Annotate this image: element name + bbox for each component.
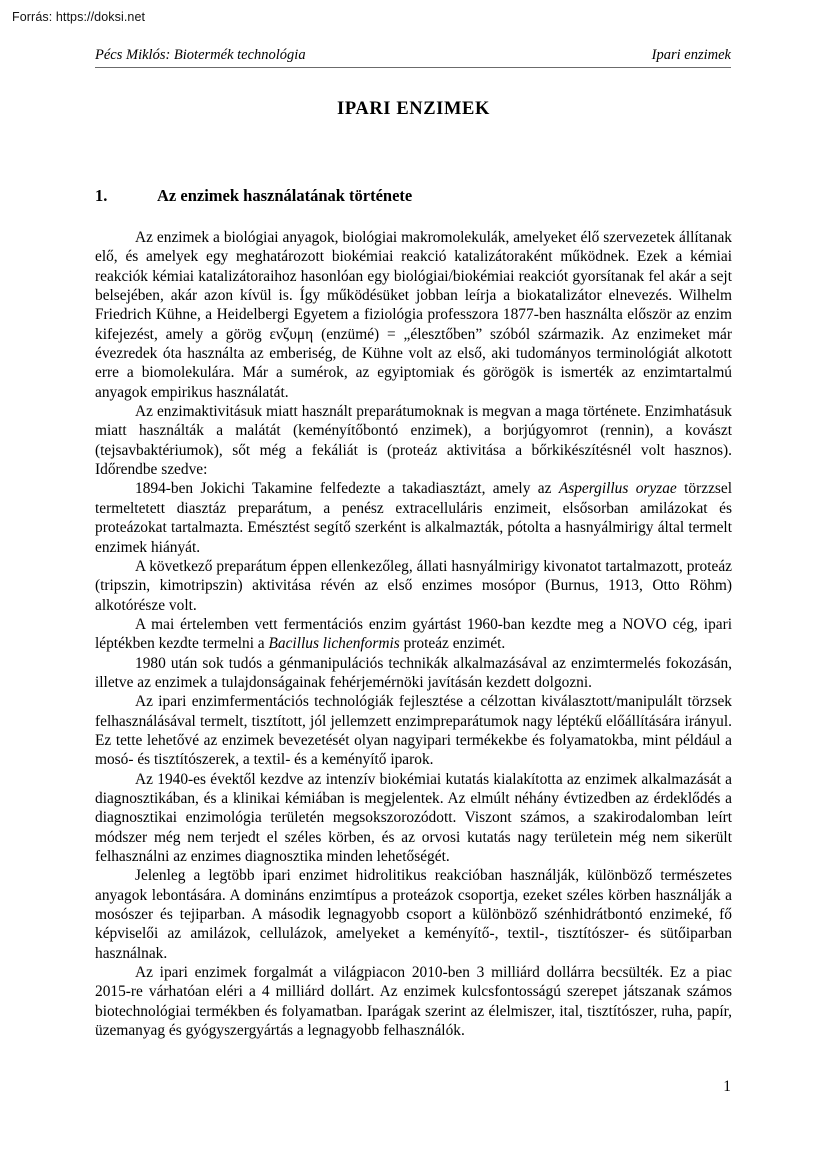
paragraph-9: Jelenleg a legtöbb ipari enzimet hidrolitikus reakcióban használják, különböző természetes anyagok lebontására. A domináns enzimtípus a proteázok csoportja, ezeket széles körben használják a mosószer és tejiparban. A második legnagyobb csoport a különböző szénhidrátbontó enzimeké, fő képviselői az amilázok, cellulázok, amelyeket a keményítő-, textil-, tisztítószer- és sütőiparban használnak. bbox=[95, 867, 732, 962]
paragraph-5 bbox=[95, 615, 732, 654]
paragraph-4: A következő preparátum éppen ellenkezőleg, állati hasnyálmirigy kivonatot tartalmazott, proteáz (tripszin, kimotripszin) aktivitása révén az első enzimes mosópor (Burnus, 1913, Otto Röhm) alkotórésze volt. bbox=[95, 557, 732, 614]
section-title: Az enzimek használatának története bbox=[157, 186, 413, 205]
running-head-right: Ipari enzimek bbox=[651, 47, 731, 63]
paragraph-2: Az enzimaktivitásuk miatt használt preparátumoknak is megvan a maga története. Enzimhatásuk miatt használták a malátát (keményítőbontó enzimek), a borjúgyomrot (rennin), a kovászt (tejsavbaktériumok), sőt még a fekáliát is (proteáz aktivitása a bőrkikészítésnél volt hasznos). Időrendbe szedve: bbox=[95, 403, 732, 479]
page-title: IPARI ENZIMEK bbox=[337, 99, 490, 119]
paragraph-5-part-a: A mai értelemben vett fermentációs enzim gyártást 1960-ban kezdte meg a NOVO cég, ipari léptékben kezdte termelni a bbox=[95, 615, 732, 653]
paragraph-1-part-a: Az enzimek a biológiai anyagok, biológiai makromolekulák, amelyeket élő szervezetek állítanak elő, és amelyek egy meghatározott biokémiai reakció katalizátoraként működnek. Ezek a kémiai reakciók kémiai katalizátoraihoz hasonlóan egy biológiai/biokémiai reakciót gyorsítanak fel akár a sejt belsejében, akár azon kívül is. Így működésüket jobban leírja a biokatalizátor elnevezés. Wilhelm Friedrich Kühne, a Heidelbergi Egyetem a fiziológia professzora 1877-ben használta először az enzim kifejezést, amely a görög bbox=[95, 229, 732, 343]
paragraph-1-part-b: (enzümé) = „élesztőben” szóból származik. Az enzimeket már évezredek óta használta az emberiség, de Kühne volt az első, aki tudományos terminológiát alkotott erre a biomolekulára. Már a sumérok, az egyiptomiak és görögök is ismerték az enzimtartalmú anyagok empirikus használatát. bbox=[95, 325, 733, 401]
paragraph-1 bbox=[95, 228, 732, 402]
species-name-bacillus: Bacillus lichenformis bbox=[268, 635, 400, 653]
paragraph-3-part-b: törzzsel termeltetett diasztáz preparátum, a penész extracelluláris enzimeit, elsősorban amilázokat és proteázokat tartalmazta. Emésztést segítő szerként is alkalmazták, pótolta a hasnyálmirigy által termelt enzimek hiányát. bbox=[95, 480, 732, 556]
species-name-aspergillus: Aspergillus oryzae bbox=[558, 480, 677, 498]
greek-term: ενζυμη bbox=[269, 325, 314, 343]
paragraph-3 bbox=[95, 479, 732, 556]
body-text bbox=[95, 228, 732, 1040]
section-number: 1. bbox=[95, 186, 108, 205]
paragraph-7: Az ipari enzimfermentációs technológiák fejlesztése a célzottan kiválasztott/manipulált törzsek felhasználásával termelt, tisztított, jól jellemzett enzimpreparátumok nagy léptékű előállítására irányul. Ez tette lehetővé az enzimek bevezetését olyan nagyipari termékekbe és folyamatokba, mint például a mosó- és tisztítószerek, a textil- és a keményítő iparok. bbox=[95, 693, 732, 769]
source-watermark: Forrás: https://doksi.net bbox=[12, 10, 146, 24]
running-head-left: Pécs Miklós: Biotermék technológia bbox=[95, 47, 306, 63]
paragraph-6: 1980 után sok tudós a génmanipulációs technikák alkalmazásával az enzimtermelés fokozásán, illetve az enzimek a tulajdonságainak fehérjemérnöki javításán kezdett dolgozni. bbox=[95, 654, 732, 691]
section-heading bbox=[95, 186, 731, 206]
paragraph-3-part-a: 1894-ben Jokichi Takamine felfedezte a takadiasztázt, amely az bbox=[135, 480, 559, 498]
page-number: 1 bbox=[723, 1078, 731, 1095]
paragraph-10: Az ipari enzimek forgalmát a világpiacon 2010-ben 3 milliárd dollárra becsülték. Ez a piac 2015-re várhatóan eléri a 4 milliárd dollárt. Az enzimek kulcsfontosságú szerepet játszanak számos biotechnológiai termékben és folyamatban. Iparágak szerint az élelmiszer, ital, tisztítószer, ruha, papír, üzemanyag és gyógyszergyártás a legnagyobb felhasználók. bbox=[95, 964, 732, 1040]
paragraph-5-part-b: proteáz enzimét. bbox=[399, 635, 506, 653]
paragraph-8: Az 1940-es évektől kezdve az intenzív biokémiai kutatás kialakította az enzimek alkalmazását a diagnosztikában, és a klinikai kémiában is megjelentek. Az elmúlt néhány évtizedben az érdeklődés a diagnosztikai enzimológia területén megsokszorozódott. Viszont számos, a szakirodalomban leírt módszer még nem terjedt el széles körben, és az orvosi kutatás nagy területein még nem sikerült felhasználni az enzimes diagnosztika minden lehetőségét. bbox=[95, 770, 732, 865]
running-head bbox=[95, 47, 731, 68]
